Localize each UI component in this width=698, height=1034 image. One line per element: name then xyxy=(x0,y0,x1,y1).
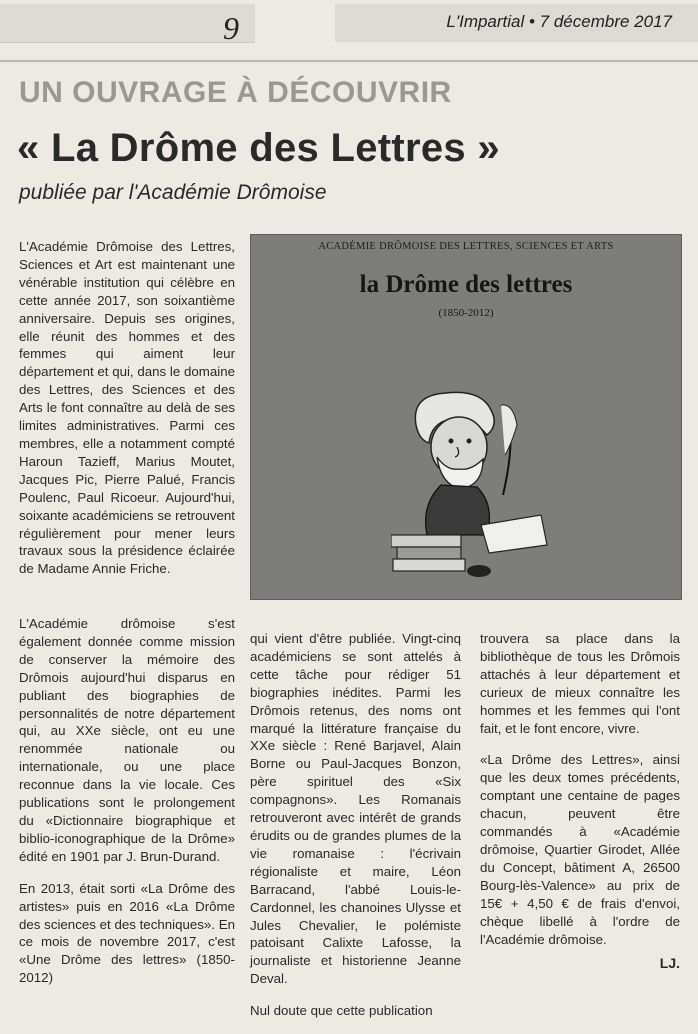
page-number: 9 xyxy=(223,10,239,46)
header-divider xyxy=(0,60,698,62)
book-cover xyxy=(250,234,682,600)
article-subtitle: publiée par l'Académie Drômoise xyxy=(19,181,327,204)
column-1-bottom xyxy=(19,615,235,1001)
column-3 xyxy=(480,630,680,962)
paragraph: En 2013, était sorti «La Drôme des artistes» puis en 2016 «La Drôme des sciences et des techniques». En ce mois de novembre 2017, c'est «Une Drôme des lettres» (1850-2012) xyxy=(19,880,235,986)
cover-publisher: ACADÉMIE DRÔMOISE DES LETTRES, SCIENCES ET ARTS xyxy=(318,241,614,252)
masthead: L'Impartial • 7 décembre 2017 xyxy=(446,12,672,31)
masthead-band xyxy=(335,4,698,42)
caricature-writer-with-books-icon xyxy=(391,385,551,585)
article-title: « La Drôme des Lettres » xyxy=(17,126,500,170)
paragraph: L'Académie drômoise s'est également donnée comme mission de conserver la mémoire des Drômois aujourd'hui disparus en publiant des biographies de personnalités de notre département qui, au XXe siècle, ont eu une renommée nationale ou internationale, ou une place reconnue dans la vie locale. Ces publications sont le prolongement du «Dictionnaire biographique et biblio-iconographique de la Drôme» édité en 1901 par J. Brun-Durand. xyxy=(19,616,235,864)
paragraph: «La Drôme des Lettres», ainsi que les deux tomes précédents, comptant une centaine de pages chacun, peuvent être commandés à «Académie drômoise, Quartier Girodet, Allée du Concept, bâtiment A, 26500 Bourg-lès-Valence» au prix de 15€ + 4,50 € de frais d'envoi, chèque libellé à l'ordre de l'Académie drômoise. xyxy=(480,752,680,947)
column-2 xyxy=(250,630,461,1034)
column-1-top xyxy=(19,238,235,592)
cover-title: la Drôme des lettres xyxy=(359,271,573,298)
kicker: UN OUVRAGE À DÉCOUVRIR xyxy=(19,76,452,109)
paragraph: qui vient d'être publiée. Vingt-cinq académiciens se sont attelés à cette tâche pour rédiger 51 biographies inédites. Parmi les Drômois retenus, des noms ont marqué la littérature française du XXe siècle : René Barjavel, Alain Borne ou Paul-Jacques Bonzon, père spirituel des «Six compagnons». Les Romanais retrouveront avec intérêt de grands érudits ou de grandes plumes de la vie romanaise : l'écrivain régionaliste et maire, Léon Barracand, l'abbé Louis-le-Cardonnel, les chanoines Ulysse et Jules Chevalier, le polémiste patoisant Calixte Lafosse, la journaliste et historienne Jeanne Deval. xyxy=(250,631,461,987)
paragraph: L'Académie Drômoise des Lettres, Sciences et Art est maintenant une vénérable institution qui célèbre en cette année 2017, son soixantième anniversaire. Depuis ses origines, elle réunit des hommes et des femmes qui aiment leur département et qui, dans le domaine des Lettres, des Sciences et des Arts le font connaître au delà de ses limites administratives. Parmi ces membres, elle a notamment compté Haroun Tazieff, Marius Moutet, Jacques Pic, Pierre Palué, Francis Poulenc, Paul Ricoeur. Aujourd'hui, soixante académiciens se retrouvent régulièrement pour mener leurs travaux sous la présidence éclairée de Madame Annie Friche. xyxy=(19,239,235,577)
paragraph: trouvera sa place dans la bibliothèque de tous les Drômois attachés à leur département et curieux de mieux connaître les hommes et les femmes qui l'ont fait, et le font encore, vivre. xyxy=(480,631,680,736)
paragraph: Nul doute que cette publication xyxy=(250,1003,433,1019)
page-header xyxy=(0,0,698,48)
page-number-box xyxy=(0,4,255,46)
author-signature: LJ. xyxy=(659,955,680,971)
cover-dates: (1850-2012) xyxy=(438,307,494,319)
